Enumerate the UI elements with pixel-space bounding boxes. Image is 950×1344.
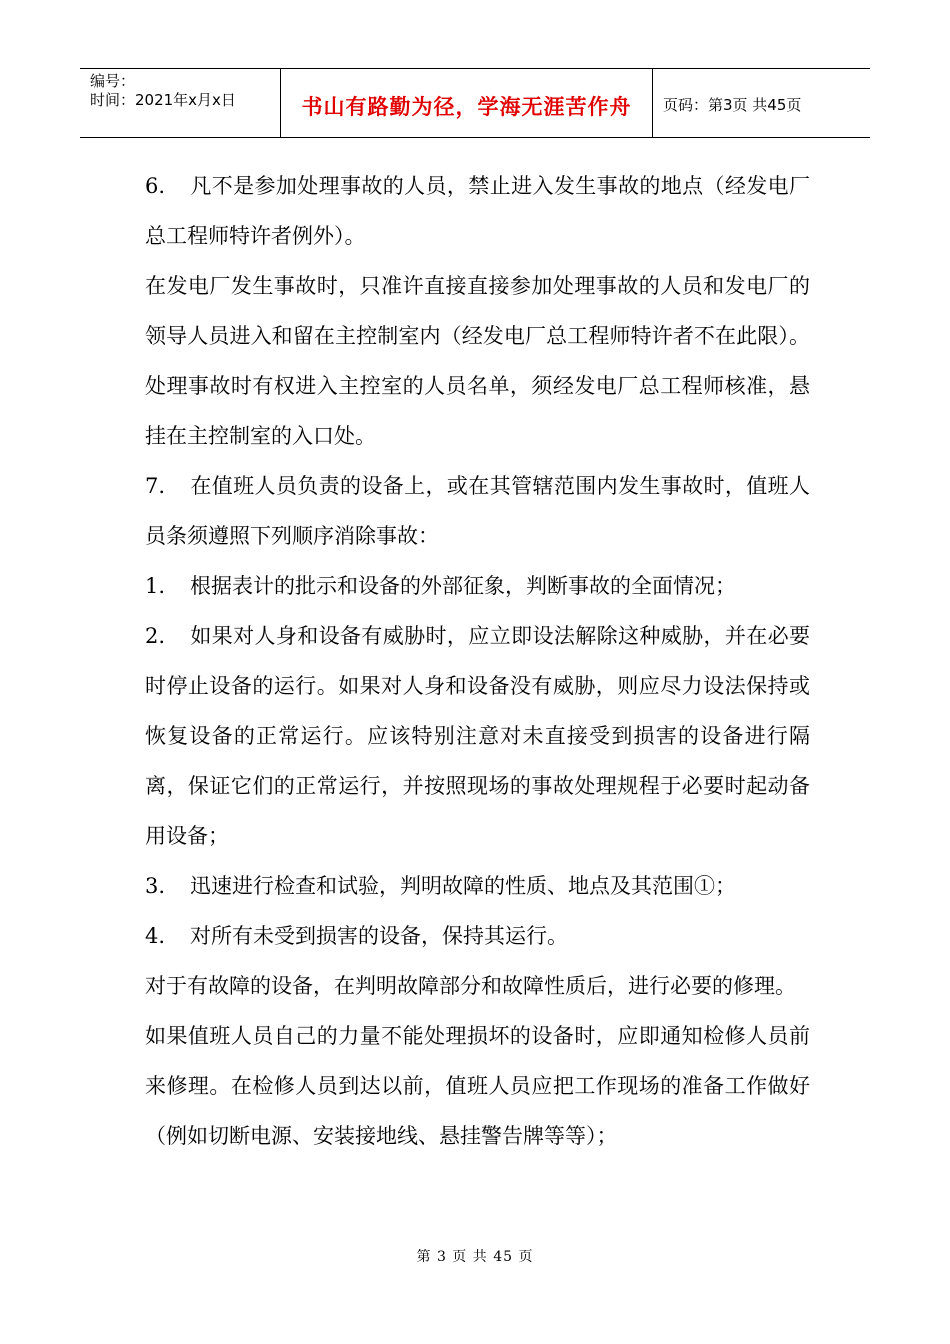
paragraph-text: 在发电厂发生事故时，只准许直接直接参加处理事故的人员和发电厂的领导人员进入和留在主控制室内（经发电厂总工程师特许者不在此限）。处理事故时有权进入主控室的人员名单，须经发电厂总工程师核准，悬挂在主控制室的入口处。 (145, 274, 810, 448)
paragraph (145, 611, 810, 861)
paragraph (145, 861, 810, 911)
paragraph (145, 911, 810, 961)
number-label: 编号： (90, 72, 136, 90)
paragraph-text: 在值班人员负责的设备上，或在其管辖范围内发生事故时，值班人员条须遵照下列顺序消除事故： (145, 474, 810, 548)
paragraph-text: 迅速进行检查和试验，判明故障的性质、地点及其范围①； (190, 874, 736, 898)
item-number: 4. (145, 924, 166, 948)
header-page-cell (653, 69, 870, 137)
paragraph (145, 161, 810, 261)
page-footer: 第 3 页 共 45 页 (416, 1249, 534, 1265)
paragraph-text: 根据表计的批示和设备的外部征象，判断事故的全面情况； (190, 574, 736, 598)
motto-text: 书山有路勤为径，学海无涯苦作舟 (301, 95, 632, 119)
item-number: 2. (145, 624, 166, 648)
paragraph (145, 1011, 810, 1161)
item-number: 6. (145, 174, 166, 198)
paragraph (145, 961, 810, 1011)
document-body (145, 161, 810, 1161)
document-header (80, 68, 870, 138)
item-number: 3. (145, 874, 166, 898)
date-label: 时间：2021年x月x日 (90, 91, 236, 109)
item-number: 1. (145, 574, 166, 598)
header-motto-cell (281, 69, 653, 137)
paragraph (145, 461, 810, 561)
paragraph-text: 凡不是参加处理事故的人员，禁止进入发生事故的地点（经发电厂总工程师特许者例外）。 (145, 174, 810, 248)
header-meta-cell (80, 69, 281, 137)
item-number: 7. (145, 474, 166, 498)
paragraph-text: 如果对人身和设备有威胁时，应立即设法解除这种威胁，并在必要时停止设备的运行。如果对人身和设备没有威胁，则应尽力设法保持或恢复设备的正常运行。应该特别注意对未直接受到损害的设备进行隔离，保证它们的正常运行，并按照现场的事故处理规程于必要时起动备用设备； (145, 624, 810, 848)
paragraph (145, 561, 810, 611)
paragraph-text: 对所有未受到损害的设备，保持其运行。 (190, 924, 568, 948)
paragraph-text: 如果值班人员自己的力量不能处理损坏的设备时，应即通知检修人员前来修理。在检修人员到达以前，值班人员应把工作现场的准备工作做好（例如切断电源、安装接地线、悬挂警告牌等等）； (145, 1024, 810, 1148)
paragraph-text: 对于有故障的设备，在判明故障部分和故障性质后，进行必要的修理。 (145, 974, 796, 998)
paragraph (145, 261, 810, 461)
page-info: 页码：第3页 共45页 (663, 96, 802, 114)
